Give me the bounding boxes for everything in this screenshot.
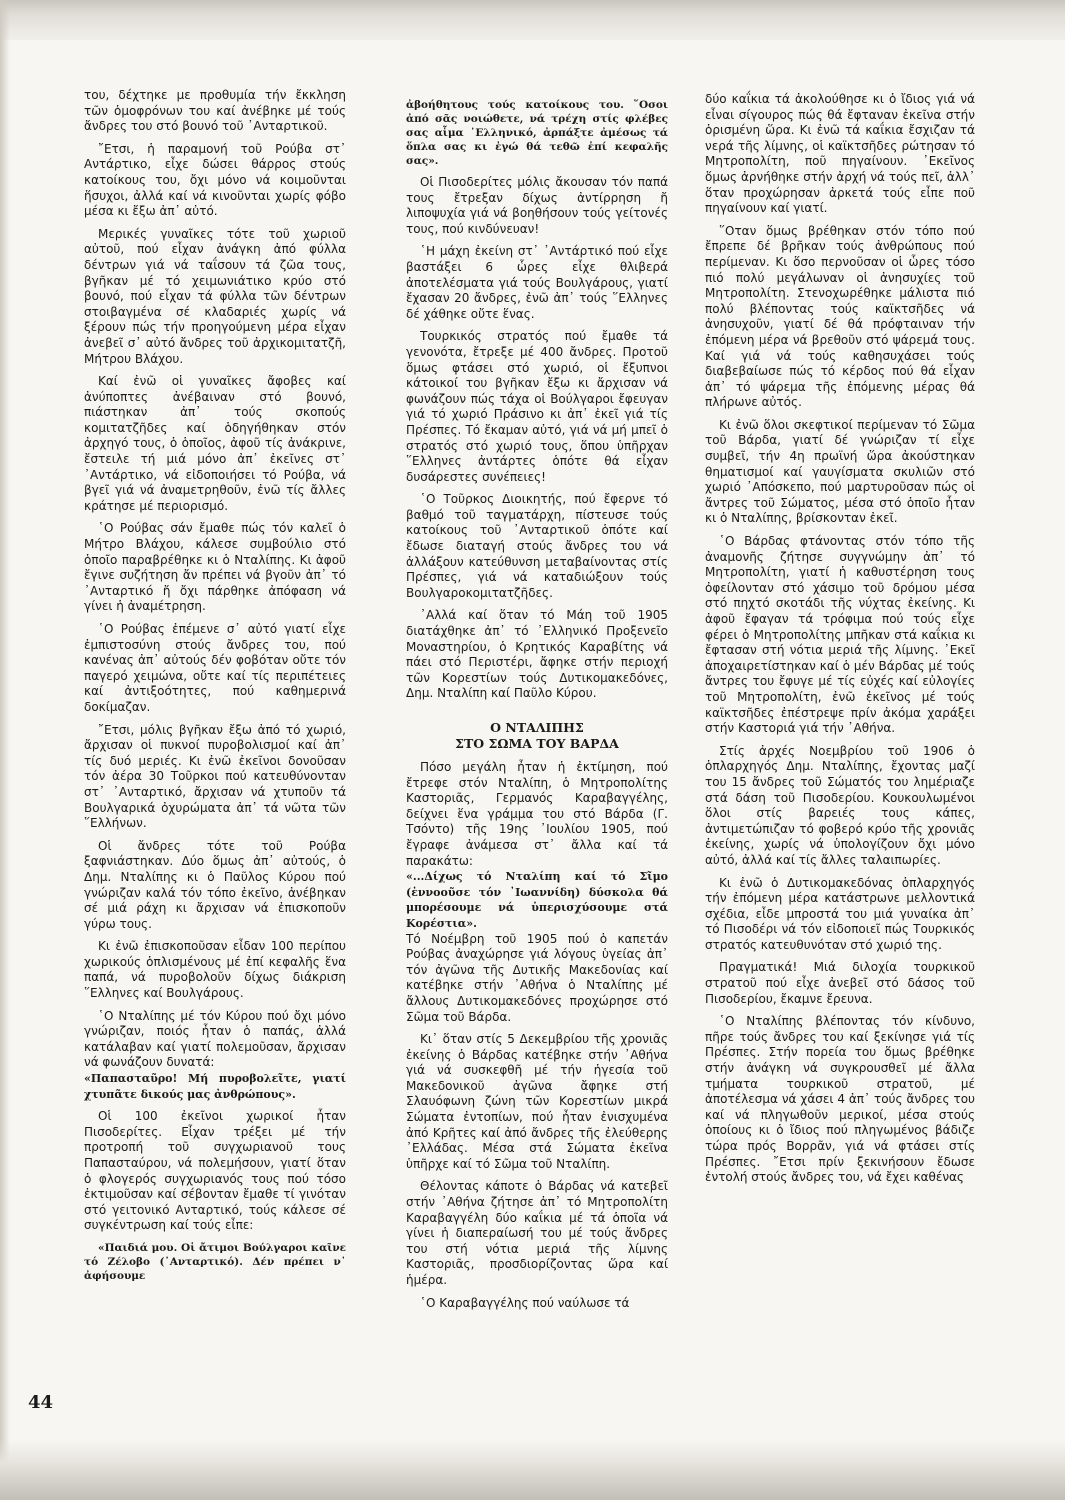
- paragraph-quote: «Παιδιά μου. Οἱ ἄτιμοι Βούλγαροι καῖνε τό Ζέλοβο (᾿Ανταρτικό). Δέν πρέπει ν᾿ ἀφήσουμε: [84, 1241, 346, 1282]
- paragraph: Τουρκικός στρατός πού ἔμαθε τά γενονότα, ἔτρεξε μέ 400 ἄνδρες. Προτοῦ ὅμως φτάσει στό χωριό, οἱ ἔξυπνοι κάτοικοί του βγῆκαν ἔξω κι ἄρχισαν νά φωνάζουν πώς τάχα οἱ Βούλγαροι ἔφευγαν γιά τό χωριό Πράσινο κι ἀπ᾿ ἐκεῖ γιά τίς Πρέσπες. Τό ἔκαμαν αὐτό, γιά νά μή μπεῖ ὁ στρατός στό χωριό τους, ὅπου ὑπῆρχαν ῞Ελληνες ἀντάρτες ὁπότε θά εἶχαν δυσάρεστες συνέπειες!: [406, 329, 668, 484]
- paragraph: Κι ἐνῶ ἐπισκοποῦσαν εἶδαν 100 περίπου χωρικούς ὁπλισμένους μέ ἐπί κεφαλῆς ἕνα παπά, νά πυροβολοῦν δίχως διάκριση ῞Ελληνες καί Βουλγάρους.: [84, 939, 346, 1001]
- paragraph: [406, 760, 668, 869]
- paragraph: ῾Ο Ρούβας ἐπέμενε σ᾿ αὐτό γιατί εἶχε ἐμπιστοσύνη στούς ἄνδρες του, πού κανένας ἀπ᾿ αὐτούς δέν φοβόταν οὔτε τόν παγερό χειμώνα, οὔτε καί τίς περιπέτειες καί ἀντιξοότητες, πού καθημερινά δοκίμαζαν.: [84, 622, 346, 714]
- text-column-2: [406, 98, 668, 1318]
- paragraph: Θέλοντας κάποτε ὁ Βάρδας νά κατεβεῖ στήν ᾿Αθήνα ζήτησε ἀπ᾿ τό Μητροπολίτη Καραβαγγέλη δύο καΐκια μέ τά ὁποῖα νά γίνει ἡ διαπεραίωσή του μέ τούς ἄνδρες του στή νότια μεριά τῆς λίμνης Καστοριᾶς, προσδιορίζοντας ὥρα καί ἡμέρα.: [406, 1179, 668, 1287]
- section-heading-line-2: ΣΤΟ ΣΩΜΑ ΤΟΥ ΒΑΡΔΑ: [455, 736, 619, 751]
- section-heading-line-1: Ο ΝΤΑΛΙΠΗΣ: [490, 720, 584, 735]
- paragraph: Στίς ἀρχές Νοεμβρίου τοῦ 1906 ὁ ὁπλαρχηγός Δημ. Νταλίπης, ἔχοντας μαζί του 15 ἄνδρες τοῦ Σώματός του λημέριαζε στά δάση τοῦ Πισοδερίου. Κουκουλωμένοι ὅλοι στίς βαρειές τους κάπες, ἀντιμετώπιζαν τό φοβερό κρύο τῆς χρονιᾶς ἐκείνης, χωρίς νά ὑπολογίζουν ὄχι μόνο αὐτό, ἀλλά καί τίς ἄλλες ταλαιπωρίες.: [705, 743, 975, 867]
- paragraph: ῾Ο Βάρδας φτάνοντας στόν τόπο τῆς ἀναμονῆς ζήτησε συγγνώμην ἀπ᾿ τό Μητροπολίτη, γιατί ἡ καθυστέρηση τους ὀφείλονταν στό χάσιμο τοῦ δρόμου μέσα στό πηχτό σκοτάδι τῆς νύχτας ἐκείνης. Κι ἀφοῦ ἔφαγαν τά τρόφιμα πού τούς εἶχε φέρει ὁ Μητροπολίτης μπῆκαν στά καΐκια κι ἔφτασαν στή νότια μεριά τῆς λίμνης. ᾿Εκεῖ ἀποχαιρετίστηκαν καί ὁ μέν Βάρδας μέ τούς ἄντρες του ἔφυγε μέ τίς εὐχές καί εὐλογίες τοῦ Μητροπολίτη, ἐνῶ ἐκεῖνος μέ τούς καϊκτσῆδες ἐπέστρεψε πρίν ἀκόμα χαράξει στήν Καστοριά γιά τήν ᾿Αθήνα.: [705, 534, 975, 736]
- paragraph: του, δέχτηκε με προθυμία τήν ἔκκληση τῶν ὁμοφρόνων του καί ἀνέβηκε μέ τούς ἄνδρες του στό βουνό τοῦ ᾿Ανταρτικοῦ.: [84, 88, 346, 134]
- text-column-1: [84, 88, 346, 1290]
- paragraph: ῎Ετσι, μόλις βγῆκαν ἔξω ἀπό τό χωριό, ἄρχισαν οἱ πυκνοί πυροβολισμοί καί ἀπ᾿ τίς δυό μεριές. Κι ἐνῶ ἐκεῖνοι δονοῦσαν τόν ἀέρα 30 Τοῦρκοι πού κατευθύνονταν στ᾿ ᾿Ανταρτικό, ἄρχισαν νά χτυποῦν τά Βουλγαρικά ὀχυρώματα ἀπ᾿ τά νῶτα τῶν ῞Ελλήνων.: [84, 722, 346, 831]
- paragraph: Οἱ Πισοδερίτες μόλις ἄκουσαν τόν παπά τους ἔτρεξαν δίχως ἀντίρρηση ἤ λιποψυχία γιά νά βοηθήσουν τούς γείτονές τους, πού κινδύνευαν!: [406, 175, 668, 236]
- paragraph: δύο καΐκια τά ἀκολούθησε κι ὁ ἴδιος γιά νά εἶναι σίγουρος πώς θά ἔφταναν ἐκεῖνα στήν ὁρισμένη ὥρα. Κι ἐνῶ τά καΐκια ἔσχιζαν τά νερά τῆς λίμνης, οἱ καϊκτσῆδες ρώτησαν τό Μητροπολίτη, ποῦ πηγαίνουν. ᾿Εκεῖνος ὅμως ἀρνήθηκε στήν ἀρχή νά τούς πεῖ, ἀλλ᾿ ὅταν προχώρησαν ἀρκετά τούς εἶπε ποῦ πηγαίνουν καί γιατί.: [705, 92, 975, 216]
- paragraph: ῾Η μάχη ἐκείνη στ᾿ ᾿Αντάρτικό πού εἶχε βαστάξει 6 ὧρες εἶχε θλιβερά ἀποτελέσματα γιά τούς Βουλγάρους, γιατί ἔχασαν 20 ἄνδρες, ἐνῶ ἀπ᾿ τούς ῞Ελληνες δέ χάθηκε οὔτε ἕνας.: [406, 244, 668, 321]
- paragraph-text: ῾Ο Νταλίπης μέ τόν Κύρου πού ὄχι μόνο γνώριζαν, ποιός ἦταν ὁ παπάς, ἀλλά κατάλαβαν καί γιατί πολεμοῦσαν, ἄρχισαν νά φωνάζουν δυνατά:: [84, 1008, 346, 1070]
- paragraph: Καί ἐνῶ οἱ γυναῖκες ἄφοβες καί ἀνύποπτες ἀνέβαιναν στό βουνό, πιάστηκαν ἀπ᾿ τούς σκοπούς κομιτατζῆδες καί ὁδηγήθηκαν στόν ἀρχηγό τους, ὁ ὁποῖος, ἀφοῦ τίς ἀνάκρινε, ἔστειλε τή μιά μόνο ἀπ᾿ ἐκεῖνες στ᾿ ᾿Αντάρτικο, νά εἰδοποιήσει τό Ρούβα, νά βγεῖ γιά νά ἀναμετρηθοῦν, ἐνῶ τίς ἄλλες κράτησε μέ περιορισμό.: [84, 374, 346, 513]
- paragraph: Κι᾿ ὅταν στίς 5 Δεκεμβρίου τῆς χρονιᾶς ἐκείνης ὁ Βάρδας κατέβηκε στήν ᾿Αθήνα γιά νά συσκεφθῆ μέ τήν ἡγεσία τοῦ Μακεδονικοῦ ἀγῶνα ἄφηκε στή Σλαυόφωνη ζώνη τῶν Κορεστίων μικρά Σώματα ἐντοπίων, πού ἦταν ἐνισχυμένα ἀπό Κρῆτες καί ἀπό ἄνδρες τῆς ἐλεύθερης ᾿Ελλάδας. Μέσα στά Σώματα ἐκεῖνα ὑπῆρχε καί τό Σῶμα τοῦ Νταλίπη.: [406, 1032, 668, 1171]
- paragraph: ῾Ο Τοῦρκος Διοικητής, πού ἔφερνε τό βαθμό τοῦ ταγματάρχη, πίστευσε τούς κατοίκους τοῦ ᾿Ανταρτικοῦ ὁπότε καί ἔδωσε διαταγή στούς ἄνδρες του νά ἀλλάξουν κατεύθυνση μεταβαίνοντας στίς Πρέσπες, γιά νά καταδιώξουν τούς Βουλγαροκομιτατζῆδες.: [406, 492, 668, 600]
- paragraph: ῞Οταν ὅμως βρέθηκαν στόν τόπο πού ἔπρεπε δέ βρῆκαν τούς ἀνθρώπους πού περίμεναν. Κι ὅσο περνοῦσαν οἱ ὧρες τόσο πιό πολύ μεγάλωναν οἱ ἀνησυχίες τοῦ Μητροπολίτη. Στενοχωρέθηκε μάλιστα πιό πολύ βλέποντας τούς καϊκτσῆδες νά ἀνησυχοῦν, γιατί δέ θά πρόφταιναν τήν ἐπόμενη μέρα νά βρεθοῦν στό ψάρεμά τους. Καί γιά νά τούς καθησυχάσει τούς διαβεβαίωσε πώς τό κέρδος πού θά εἶχαν ἀπ᾿ τό ψάρεμα τῆς ἐπόμενης μέρας θά πλήρωνε αὐτός.: [705, 223, 975, 410]
- paragraph: Οἱ ἄνδρες τότε τοῦ Ρούβα ξαφνιάστηκαν. Δύο ὅμως ἀπ᾿ αὐτούς, ὁ Δημ. Νταλίπης κι ὁ Παῦλος Κύρου πού γνώριζαν καλά τόν τόπο ἐκεῖνο, ἀνέβηκαν σέ μιά ράχη κι ἄρχισαν νά ἐπισκοποῦν γύρω τους.: [84, 838, 346, 931]
- paragraph: [84, 1009, 346, 1071]
- scan-shadow-bottom: [0, 1440, 1065, 1500]
- text-column-3: [705, 92, 975, 1193]
- paragraph: Κι ἐνῶ ὁ Δυτικομακεδόνας ὁπλαρχηγός τήν ἐπόμενη μέρα κατάστρωνε μελλοντικά σχέδια, εἶδε μπροστά του μιά γυναίκα ἀπ᾿ τό Πισοδέρι νά τόν εἰδοποιεῖ πώς Τουρκικός στρατός κατευθυνόταν στό χωριό της.: [705, 875, 975, 952]
- paragraph: ῎Ετσι, ἡ παραμονή τοῦ Ρούβα στ᾿ Αντάρτικο, εἶχε δώσει θάρρος στούς κατοίκους του, ὄχι μόνο νά κοιμοῦνται ἥσυχοι, ἀλλά καί νά κινοῦνται χωρίς φόβο μέσα κι ἔξω ἀπ᾿ αὐτό.: [84, 141, 346, 219]
- paragraph-quote: [84, 1071, 346, 1102]
- paragraph: ᾿Αλλά καί ὅταν τό Μάη τοῦ 1905 διατάχθηκε ἀπ᾿ τό ᾿Ελληνικό Προξενεῖο Μοναστηρίου, ὁ Κρητικός Καραβίτης νά πάει στό Περιστέρι, ἄφηκε στήν περιοχή τῶν Κορεστίων τούς Δυτικομακεδόνες, Δημ. Νταλίπη καί Παῦλο Κύρου.: [406, 608, 668, 701]
- quote-text: «Παπασταῦρο! Μή πυροβολεῖτε, γιατί χτυπᾶτε δικούς μας ἀνθρώπους».: [84, 1072, 346, 1101]
- scan-shadow-top: [0, 0, 1065, 40]
- paragraph-quote: ἀβοήθητους τούς κατοίκους του. ῞Οσοι ἀπό σᾶς νοιώθετε, νά τρέχη στίς φλέβες σας αἷμα ᾿Ελληνικό, ἀρπάξτε ἀμέσως τά ὅπλα σας κι ἐγώ θά τεθῶ ἐπί κεφαλῆς σας».: [406, 99, 668, 167]
- paragraph: Πραγματικά! Μιά διλοχία τουρκικοῦ στρατοῦ πού εἶχε ἀνεβεῖ στό δάσος τοῦ Πισοδερίου, ἔκαμνε ἔρευνα.: [705, 960, 975, 1006]
- paragraph: Μερικές γυναῖκες τότε τοῦ χωριοῦ αὐτοῦ, πού εἶχαν ἀνάγκη ἀπό φύλλα δέντρων γιά νά ταΐσουν τά ζῶα τους, βγῆκαν μέ τό χειμωνιάτικο κρύο στό βουνό, πού εἶχαν τά φύλλα τῶν δέντρων στοιβαγμένα σέ κλαδαριές χωρίς νά ξέρουν πώς τήν προηγούμενη μέρα εἶχαν ἀνεβεῖ σ᾿ αὐτό ἄνδρες τοῦ ἀρχικομιτατζῆ, Μήτρου Βλάχου.: [84, 226, 346, 366]
- page-number: 44: [28, 1392, 54, 1413]
- paragraph: ῾Ο Νταλίπης βλέποντας τόν κίνδυνο, πῆρε τούς ἄνδρες του καί ξεκίνησε γιά τίς Πρέσπες. Στήν πορεία του ὅμως βρέθηκε στήν ἀνάγκη νά συγκρουσθεῖ μέ ἄλλα τμήματα τουρκικοῦ στρατοῦ, μέ ἀποτέλεσμα νά χάσει 4 ἀπ᾿ τούς ἄνδρες του καί νά πληγωθοῦν μερικοί, μέσα στούς ὁποίους κι ὁ ἴδιος πού πληγωμένος βάδιζε τώρα πρός Βορρᾶν, γιά νά φτάσει στίς Πρέσπες. ῎Ετσι πρίν ξεκινήσουν ἔδωσε ἐντολή στούς ἄνδρες του, νά ἔχει καθένας: [705, 1014, 975, 1185]
- quote-text: «...Δίχως τό Νταλίπη καί τό Σῖμο (ἐννοοῦσε τόν ᾿Ιωαννίδη) δύσκολα θά μπορέσουμε νά ὑπερισχύσουμε στά Κορέστια».: [406, 870, 668, 930]
- section-heading: [406, 720, 668, 752]
- paragraph-text: Πόσο μεγάλη ἦταν ἡ ἐκτίμηση, πού ἔτρεφε στόν Νταλίπη, ὁ Μητροπολίτης Καστοριᾶς, Γερμανός Καραβαγγέλης, δείχνει ἕνα γράμμα του στό Βάρδα (Γ. Τσόντο) τῆς 19ης ᾿Ιουλίου 1905, πού ἔγραφε ἀνάμεσα στ᾿ ἄλλα καί τά παρακάτω:: [406, 760, 668, 868]
- scan-shadow-left: [0, 0, 10, 1500]
- paragraph: Οἱ 100 ἐκεῖνοι χωρικοί ἦταν Πισοδερίτες. Εἶχαν τρέξει μέ τήν προτροπή τοῦ συγχωριανοῦ τους Παπασταύρου, νά πολεμήσουν, γιατί ὅταν ὁ φλογερός συγχωριανός τους πού τόσο ἐκτιμοῦσαν καί σέβονταν ἔμαθε τί γινόταν στό γειτονικό Ανταρτικό, τούς κάλεσε σέ συγκέντρωση καί τούς εἶπε:: [84, 1109, 346, 1233]
- paragraph: ῾Ο Ρούβας σάν ἔμαθε πώς τόν καλεῖ ὁ Μήτρο Βλάχου, κάλεσε συμβούλιο στό ὁποῖο παραβρέθηκε κι ὁ Νταλίπης. Κι ἀφοῦ ἔγινε συζήτηση ἄν πρέπει νά βγοῦν ἀπ᾿ τό ᾿Ανταρτικό ἤ ὄχι πάρθηκε ἀπόφαση νά γίνει ἡ ἀναμέτρηση.: [84, 521, 346, 614]
- paragraph: Κι ἐνῶ ὅλοι σκεφτικοί περίμεναν τό Σῶμα τοῦ Βάρδα, γιατί δέ γνώριζαν τί εἶχε συμβεῖ, τήν 4η πρωϊνή ὥρα ἀκούστηκαν θηματισμοί καί γαυγίσματα σκυλιῶν στό χωριό ᾿Απόσκεπο, πού μαρτυροῦσαν πώς οἱ ἄντρες τοῦ Σώματος, μέσα στό ὁποῖο ἦταν κι ὁ Νταλίπης, βρίσκονταν ἐκεῖ.: [705, 417, 975, 526]
- paragraph: Τό Νοέμβρη τοῦ 1905 πού ὁ καπετάν Ρούβας ἀναχώρησε γιά λόγους ὑγείας ἀπ᾿ τόν ἀγῶνα τῆς Δυτικῆς Μακεδονίας καί κατέβηκε στήν ᾿Αθήνα ὁ Νταλίπης μέ ἄλλους Δυτικομακεδόνες προχώρησε στό Σῶμα τοῦ Βάρδα.: [406, 931, 668, 1024]
- paragraph: ῾Ο Καραβαγγέλης πού ναύλωσε τά: [420, 1295, 630, 1310]
- paragraph-quote: [406, 869, 668, 931]
